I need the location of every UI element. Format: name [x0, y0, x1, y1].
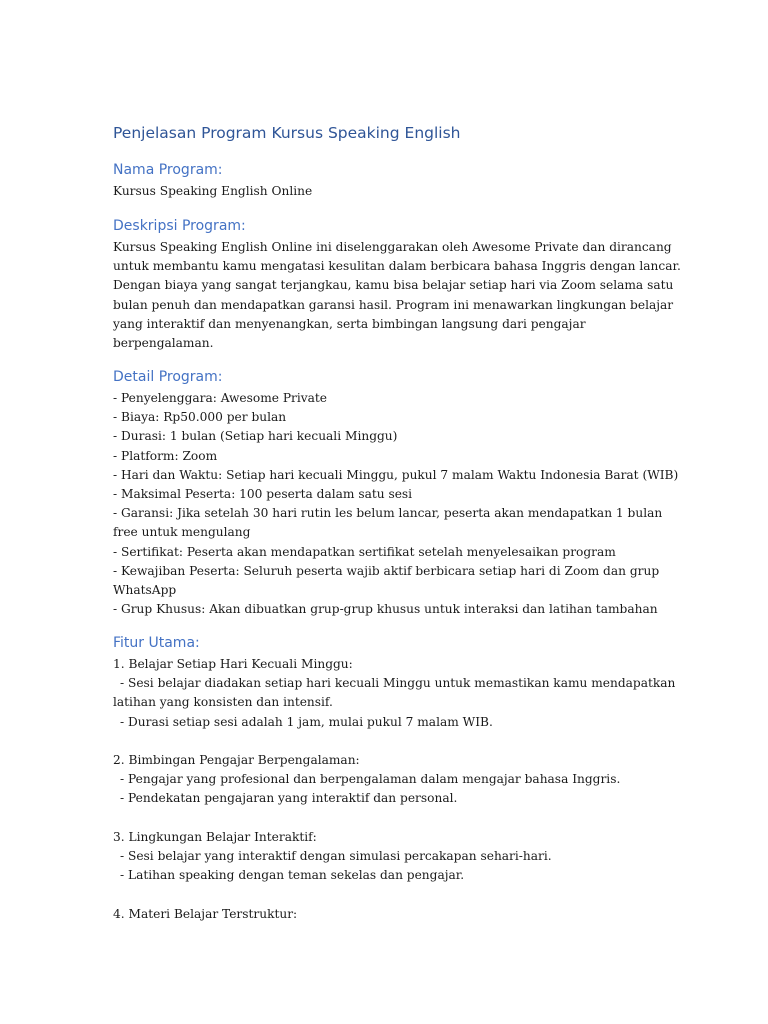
deskripsi-line: Kursus Speaking English Online ini diselenggarakan oleh Awesome Private dan dirancang: [113, 240, 672, 254]
detail-item: - Platform: Zoom: [113, 448, 218, 463]
fitur-item-point: latihan yang konsisten dan intensif.: [113, 695, 333, 710]
document-title: Penjelasan Program Kursus Speaking English: [113, 124, 461, 142]
detail-item: - Garansi: Jika setelah 30 hari rutin les belum lancar, peserta akan mendapatkan 1 bulan: [113, 506, 663, 521]
deskripsi-line: Dengan biaya yang sangat terjangkau, kamu bisa belajar setiap hari via Zoom selama satu: [113, 278, 674, 293]
detail-item: - Durasi: 1 bulan (Setiap hari kecuali Minggu): [113, 429, 398, 444]
fitur-item-title: 1. Belajar Setiap Hari Kecuali Minggu:: [113, 657, 353, 671]
fitur-item-point: - Sesi belajar diadakan setiap hari kecuali Minggu untuk memastikan kamu mendapatkan: [120, 676, 676, 691]
detail-item: - Biaya: Rp50.000 per bulan: [113, 410, 287, 425]
paragraph-spacer: [113, 732, 653, 751]
deskripsi-line: untuk membantu kamu mengatasi kesulitan dalam berbicara bahasa Inggris dengan lancar.: [113, 259, 681, 274]
heading-fitur-utama: Fitur Utama:: [113, 635, 200, 651]
detail-item: free untuk mengulang: [113, 525, 251, 540]
fitur-item-point: - Durasi setiap sesi adalah 1 jam, mulai pukul 7 malam WIB.: [120, 714, 493, 729]
fitur-item-point: - Pengajar yang profesional dan berpengalaman dalam mengajar bahasa Inggris.: [120, 772, 621, 787]
paragraph-spacer: [113, 809, 653, 828]
fitur-item-title: 3. Lingkungan Belajar Interaktif:: [113, 829, 317, 844]
heading-nama-program: Nama Program:: [113, 162, 223, 178]
detail-list: [113, 389, 679, 619]
fitur-item-point: - Sesi belajar yang interaktif dengan simulasi percakapan sehari-hari.: [120, 849, 552, 863]
paragraph-spacer: [113, 885, 653, 904]
fitur-item-title: 2. Bimbingan Pengajar Berpengalaman:: [113, 753, 360, 767]
fitur-item-point: - Latihan speaking dengan teman sekelas dan pengajar.: [120, 868, 465, 883]
section-nama-program: [113, 162, 653, 201]
detail-item: - Grup Khusus: Akan dibuatkan grup-grup khusus untuk interaksi dan latihan tambahan: [113, 602, 658, 617]
section-fitur-utama: [113, 635, 676, 924]
section-deskripsi-program: [113, 218, 681, 353]
heading-detail-program: Detail Program:: [113, 369, 223, 385]
detail-item: - Penyelenggara: Awesome Private: [113, 391, 328, 405]
section-detail-program: [113, 369, 679, 619]
deskripsi-line: berpengalaman.: [113, 336, 214, 351]
deskripsi-line: bulan penuh dan mendapatkan garansi hasil. Program ini menawarkan lingkungan belajar: [113, 297, 674, 312]
nama-program-text: Kursus Speaking English Online: [113, 184, 313, 198]
deskripsi-line: yang interaktif dan menyenangkan, serta bimbingan langsung dari pengajar: [113, 316, 586, 331]
detail-item: - Maksimal Peserta: 100 peserta dalam satu sesi: [113, 487, 413, 502]
fitur-item-title: 4. Materi Belajar Terstruktur:: [113, 906, 298, 921]
detail-item: - Hari dan Waktu: Setiap hari kecuali Minggu, pukul 7 malam Waktu Indonesia Barat (WIB): [113, 467, 679, 482]
deskripsi-paragraph: [113, 238, 681, 353]
fitur-item-point: - Pendekatan pengajaran yang interaktif dan personal.: [120, 791, 458, 806]
fitur-list: [113, 655, 676, 924]
detail-item: - Kewajiban Peserta: Seluruh peserta wajib aktif berbicara setiap hari di Zoom dan grup: [113, 563, 660, 578]
detail-item: - Sertifikat: Peserta akan mendapatkan sertifikat setelah menyelesaikan program: [113, 544, 616, 559]
detail-item: WhatsApp: [113, 583, 177, 598]
heading-deskripsi-program: Deskripsi Program:: [113, 218, 246, 234]
